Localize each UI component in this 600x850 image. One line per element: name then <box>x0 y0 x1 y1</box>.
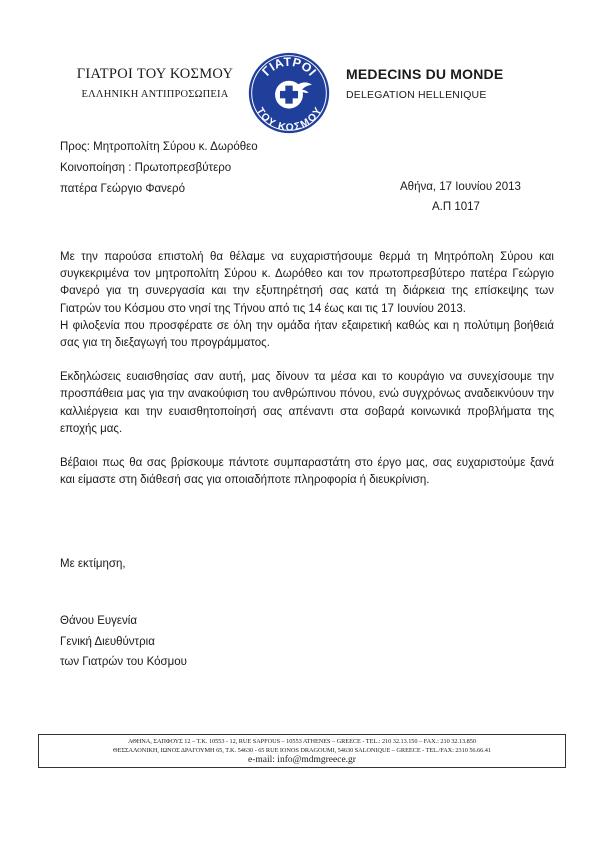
body-paragraph: Βέβαιοι πως θα σας βρίσκουμε πάντοτε συμπαραστάτη στο έργο μας, σας ευχαριστούμε ξανά και είμαστε στη διάθεσή σας για οποιαδήποτε πληροφορία ή διευκρίνιση. <box>60 457 554 487</box>
letter-date: Αθήνα, 17 Ιουνίου 2013 <box>400 181 521 193</box>
delegation-french: DELEGATION HELLENIQUE <box>346 89 487 101</box>
recipient-to: Προς: Μητροπολίτη Σύρου κ. Δωρόθεο <box>60 141 258 153</box>
recipient-cc: Κοινοποίηση : Πρωτοπρεσβύτερο <box>60 162 232 174</box>
delegation-greek: ΕΛΛΗΝΙΚΗ ΑΝΤΙΠΡΟΣΩΠΕΙΑ <box>81 89 229 100</box>
signatory-organization: των Γιατρών του Κόσμου <box>60 656 187 668</box>
recipients-block <box>60 137 258 200</box>
logo-text-top: ΓΙΑΤΡΟΙ <box>259 54 320 79</box>
body-paragraph: Εκδηλώσεις ευαισθησίας σαν αυτή, μας δίνουν τα μέσα και το κουράγιο να συνεχίσουμε την προσπάθεια μας για την ανακούφιση του ανθρώπινου πόνου, ενώ συγχρόνως αναδεικνύουν την καλλιέργεια και την ευαισθητοποίησή σας απέναντι στα σοβαρά κοινωνικά προβλήματα της εποχής μας. <box>60 371 554 435</box>
recipient-cc-name: πατέρα Γεώργιο Φανερό <box>60 183 185 195</box>
org-name-french: MEDECINS DU MONDE <box>346 66 504 82</box>
dove-cross-logo-icon <box>248 52 330 134</box>
date-reference-block <box>400 177 521 217</box>
signatory-name: Θάνου Ευγενία <box>60 615 138 627</box>
footer-thessaloniki-address: ΘΕΣΣΑΛΟΝΙΚΗ, ΙΩΝΟΣ ΔΡΑΓΟΥΜΗ 65, Τ.Κ. 54630 - 65 RUE IONOS DRAGOUMI, 54630 SALONIQUE – GREECE - TEL./FAX: 2310 56.66.41 <box>113 747 491 754</box>
footer-athens-address: ΑΘΗΝΑ, ΣΑΠΦΟΥΣ 12 – Τ.Κ. 10553 - 12, RUE SAPFOUS – 10553 ATHENES – GREECE - TEL.: 210 32.13.150 – FAX.: 210 32.13.850 <box>128 738 476 745</box>
body-paragraph: Με την παρούσα επιστολή θα θέλαμε να ευχαριστήσουμε θερμά τη Μητρόπολη Σύρου και συγκεκριμένα τον μητροπολίτη Σύρου κ. Δωρόθεο και τον πρωτοπρεσβύτερο πατέρα Γεώργιο Φανερό για τη συνεργασία και την εξυπηρέτησή σας κατά τη διάρκεια της επίσκεψης των Γιατρών του Κόσμου στο νησί της Τήνου από τις 14 έως και τις 17 Ιουνίου 2013. <box>60 251 554 315</box>
signatory-title: Γενική Διευθύντρια <box>60 635 155 648</box>
reference-number: Α.Π 1017 <box>432 201 480 213</box>
org-name-french-block <box>346 66 503 101</box>
org-name-greek-block <box>60 66 250 100</box>
signature-block <box>60 611 187 673</box>
footer-address-box <box>38 734 566 768</box>
org-name-greek: ΓΙΑΤΡΟΙ ΤΟΥ ΚΟΣΜΟΥ <box>76 66 234 82</box>
closing-salutation: Με εκτίμηση, <box>60 558 126 570</box>
letter-body <box>60 249 554 489</box>
footer-email: e-mail: info@mdmgreece.gr <box>248 755 356 765</box>
body-paragraph: Η φιλοξενία που προσφέρατε σε όλη την ομάδα ήταν εξαιρετική καθώς και η πολύτιμη βοήθειά σας για τη διεξαγωγή του προγράμματος. <box>60 319 554 350</box>
logo-text-bottom: ΤΟΥ ΚΟΣΜΟΥ <box>253 106 325 134</box>
